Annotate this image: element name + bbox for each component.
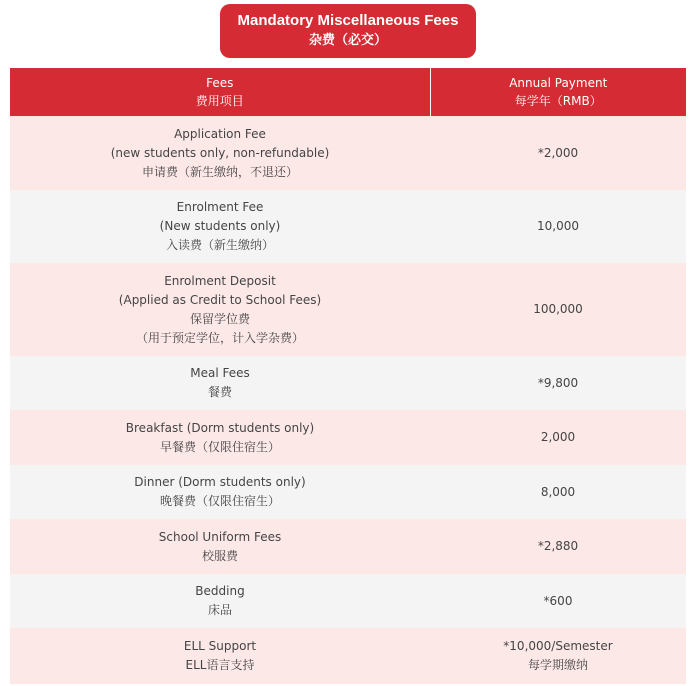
fee-cell [10,356,430,410]
section-title-banner [220,4,476,58]
table-row [10,628,686,684]
fee-line: 早餐费（仅限住宿生） [159,439,280,454]
payment-cell [430,410,686,465]
fee-line: Bedding [195,584,245,598]
fee-line: 晚餐费（仅限住宿生） [159,494,280,508]
table-row [10,190,686,263]
payment-value: *9,800 [537,375,579,390]
fee-line: 床品 [207,603,232,617]
payment-value: *10,000/Semester [503,639,613,653]
table-row [10,263,686,356]
fee-line: (New students only) [159,219,281,233]
payment-cell [430,190,686,263]
header-fees-zh: 费用项目 [195,94,244,108]
fees-table [10,68,686,684]
table-row [10,356,686,410]
title-chinese: 杂费（必交） [308,33,387,48]
payment-value: 10,000 [537,219,579,233]
fee-line: Application Fee [174,126,266,141]
payment-note: 每学期缴纳 [527,658,588,672]
fee-cell [10,263,430,356]
fee-line: Dinner (Dorm students only) [134,475,306,489]
header-fees-en: Fees [206,76,234,90]
fee-line: Meal Fees [190,366,250,380]
fee-line: 申请费（新生缴纳，不退还） [141,164,298,179]
payment-value: 100,000 [533,302,583,316]
payment-cell [430,465,686,519]
payment-cell [430,519,686,574]
fee-line: 餐费 [207,385,232,399]
fee-line: 校服费 [201,548,238,563]
table-row [10,116,686,190]
header-payment-en: Annual Payment [509,76,608,90]
fee-line: Breakfast (Dorm students only) [125,420,315,435]
fee-cell [10,190,430,263]
table-header-row [10,68,686,116]
fee-line: （用于预定学位，计入学杂费） [135,330,304,345]
table-row [10,519,686,574]
title-english: Mandatory Miscellaneous Fees [237,12,459,29]
header-fees [10,68,430,116]
payment-value: 8,000 [540,484,576,499]
payment-value: *600 [543,593,573,608]
fee-cell [10,116,430,190]
fee-line: School Uniform Fees [158,529,282,544]
fee-line: ELL语言支持 [185,658,255,672]
payment-value: 2,000 [540,430,576,444]
table-row [10,465,686,519]
payment-cell [430,356,686,410]
fee-line: 保留学位费 [189,311,250,326]
payment-cell [430,574,686,628]
fee-cell [10,574,430,628]
fee-cell [10,519,430,574]
header-annual-payment [430,68,686,116]
payment-cell [430,263,686,356]
fee-line: Enrolment Deposit [164,273,276,288]
fee-line: (Applied as Credit to School Fees) [118,292,322,307]
payment-cell [430,628,686,684]
table-row [10,574,686,628]
fee-line: Enrolment Fee [176,200,264,214]
table-row [10,410,686,465]
fee-cell [10,410,430,465]
payment-value: *2,880 [537,539,579,553]
fee-cell [10,628,430,684]
fee-cell [10,465,430,519]
fee-line: (new students only, non-refundable) [110,145,330,160]
payment-cell [430,116,686,190]
payment-value: *2,000 [537,145,579,160]
fee-line: 入读费（新生缴纳） [165,238,274,252]
header-payment-zh: 每学年（RMB） [514,94,602,108]
fee-line: ELL Support [183,639,257,653]
